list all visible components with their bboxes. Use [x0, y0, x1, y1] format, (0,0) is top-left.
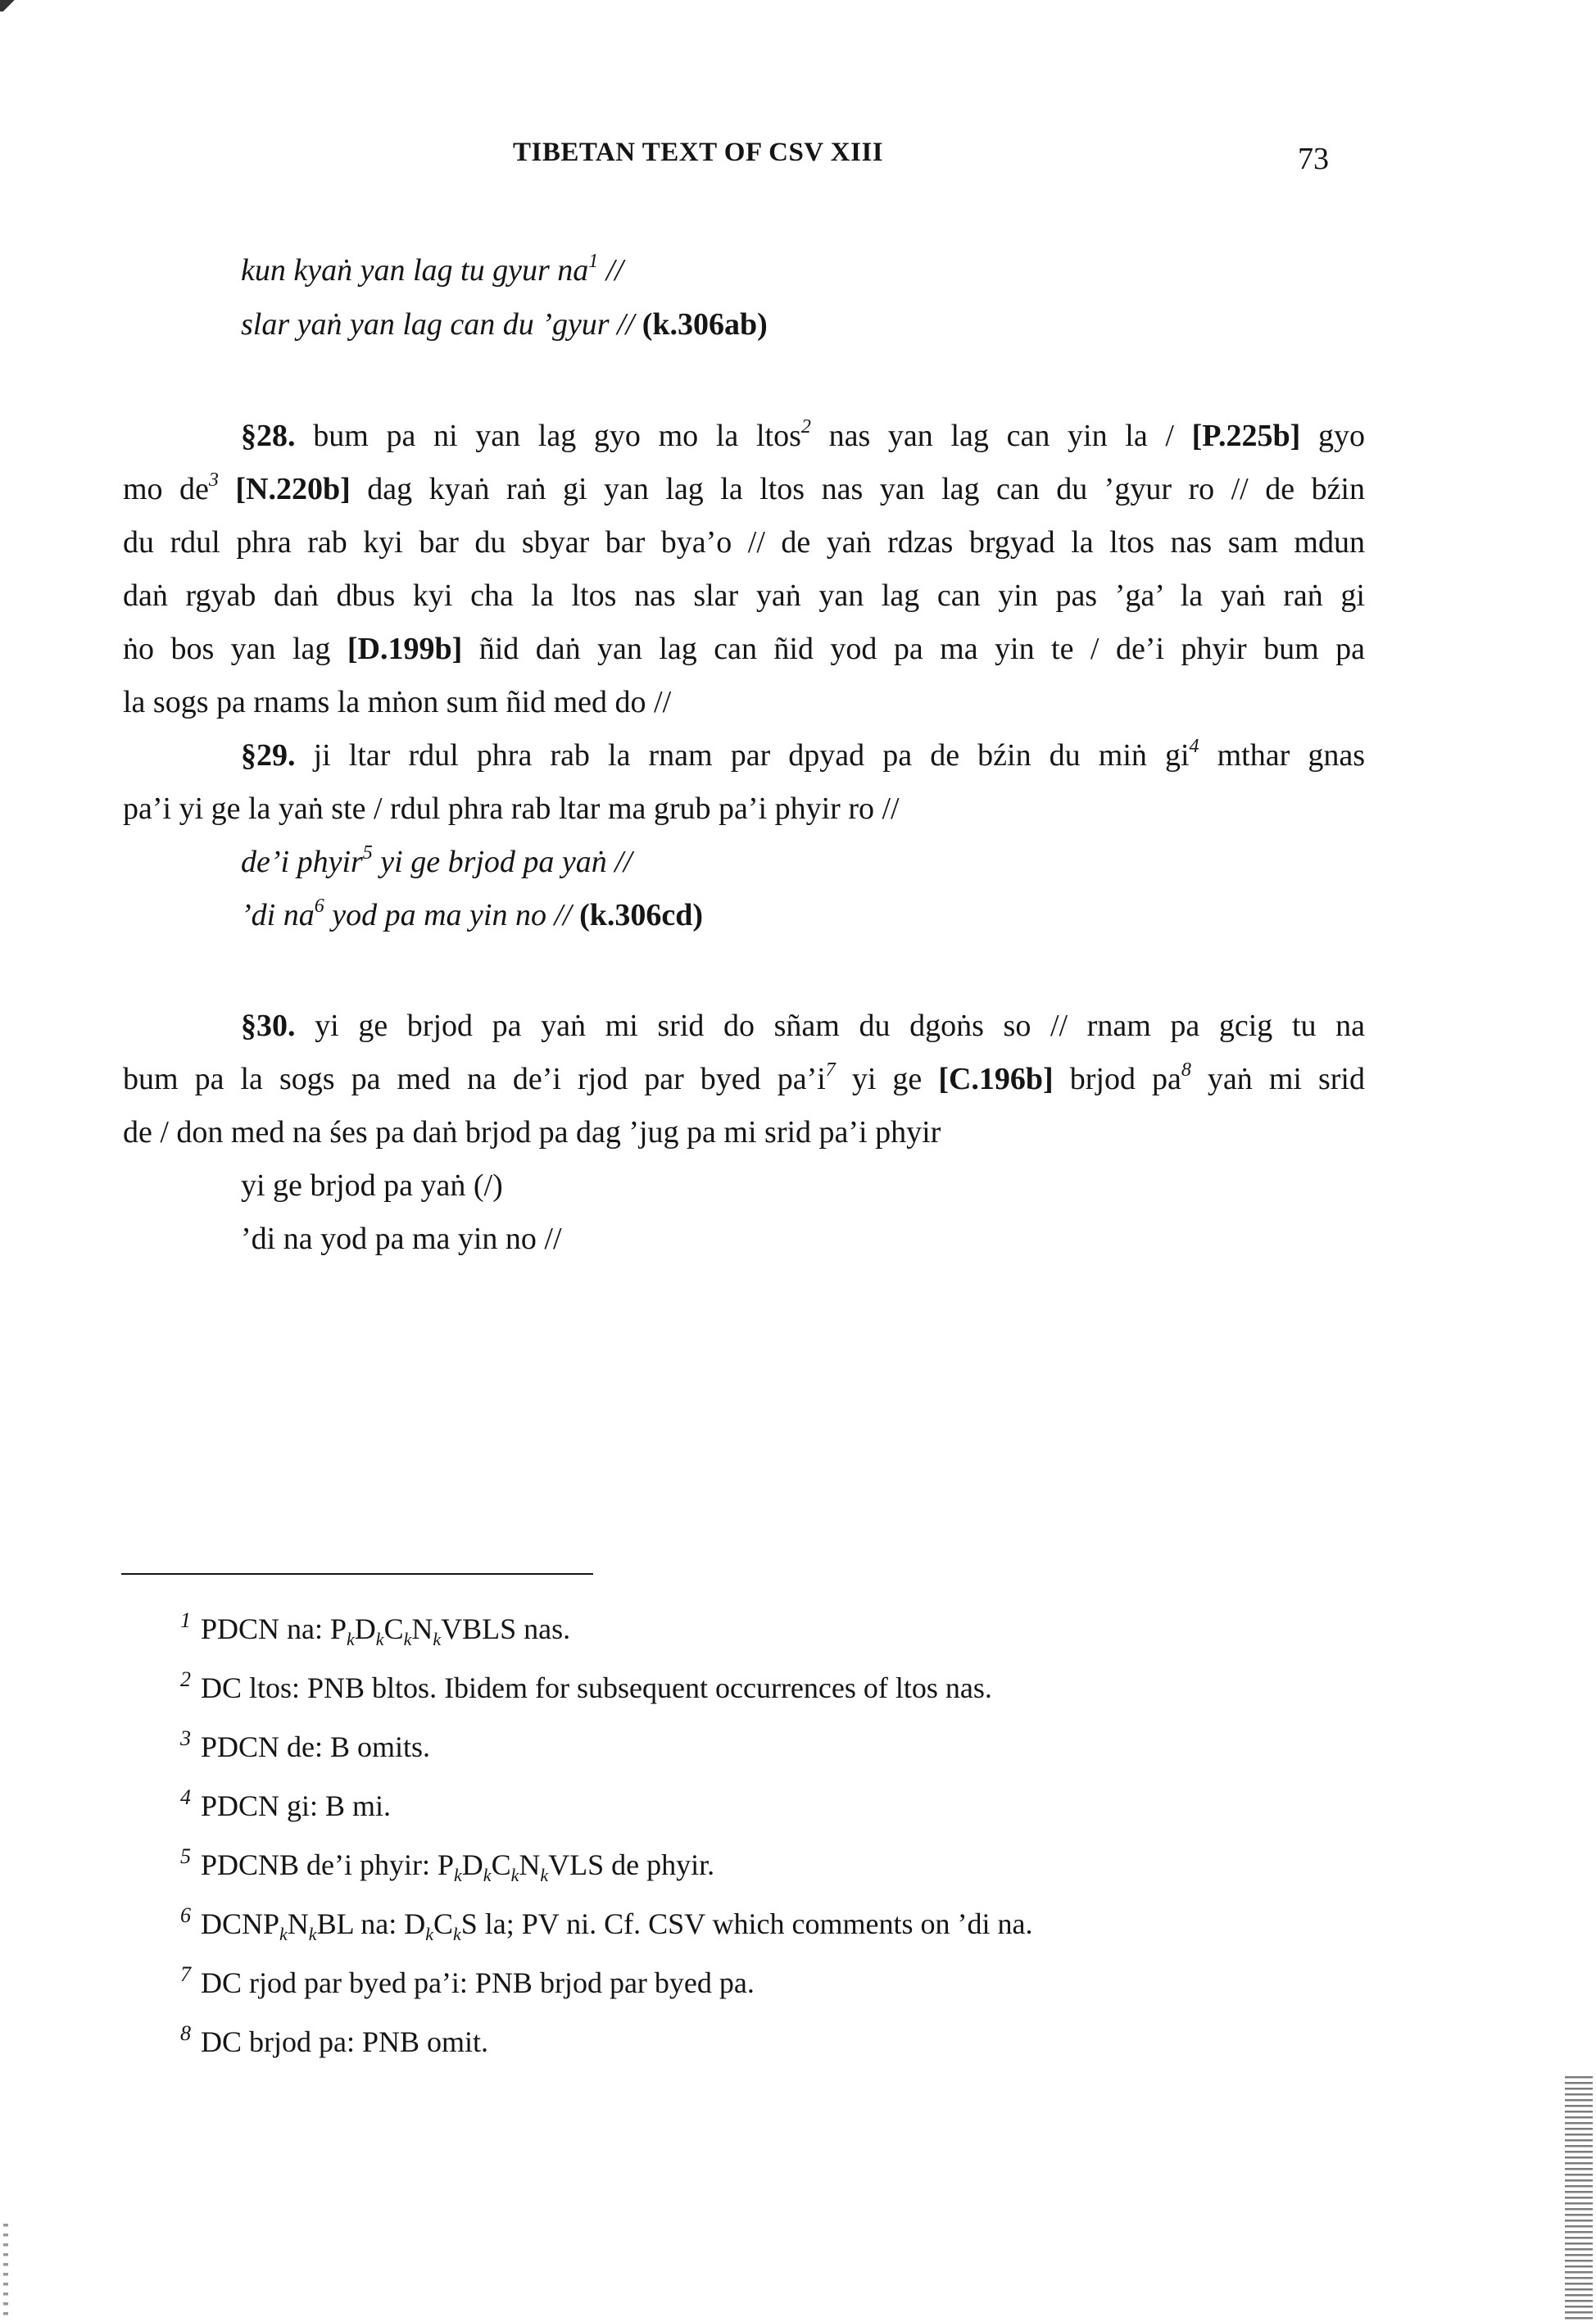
footnote-text: PDCN de: B omits.	[201, 1730, 431, 1763]
text-run: bum pa la sogs pa med na de’i rjod par byed pa’i	[123, 1062, 826, 1096]
quoted-verse-line: yi ge brjod pa yaṅ (/)	[241, 1168, 503, 1203]
verse-text: ’di na	[241, 898, 315, 932]
footnote-text: C	[433, 1907, 453, 1940]
footnote-8	[180, 2021, 489, 2060]
footnote-text: BL na: D	[316, 1907, 426, 1940]
paragraph-line: la sogs pa rnams la mṅon sum ñid med do //	[123, 685, 672, 719]
folio-reference: [N.220b]	[235, 472, 351, 506]
verse-text: slar yaṅ yan lag can du ’gyur //	[241, 307, 642, 342]
verse-text: yod pa ma yin no //	[324, 898, 580, 932]
footnote-text: N	[519, 1848, 541, 1881]
siglum-subscript: k	[454, 1865, 462, 1885]
footnote-text: D	[354, 1612, 376, 1645]
quoted-verse-line: ’di na yod pa ma yin no //	[241, 1222, 562, 1256]
footnote-ref: 4	[1189, 736, 1199, 757]
siglum-subscript: k	[510, 1865, 519, 1885]
footnote-text: PDCN na: P	[201, 1612, 347, 1645]
footnote-text: DC ltos: PNB bltos. Ibidem for subsequent occurrences of ltos nas.	[201, 1671, 992, 1704]
siglum-subscript: k	[425, 1924, 433, 1944]
footnote-text: DC brjod pa: PNB omit.	[201, 2025, 489, 2058]
page-number: 73	[1298, 142, 1329, 176]
verse-text: kun kyaṅ yan lag tu gyur na	[241, 253, 589, 288]
footnote-number: 1	[180, 1608, 191, 1632]
paragraph-line	[123, 469, 1365, 509]
footnote-ref: 6	[314, 896, 324, 917]
footnote-number: 7	[180, 1962, 191, 1986]
footnote-number: 8	[180, 2021, 191, 2045]
footnote-text: DCNP	[201, 1907, 280, 1940]
footnote-number: 3	[180, 1726, 191, 1750]
footnote-3	[180, 1726, 431, 1765]
paragraph-line	[123, 629, 1365, 669]
siglum-subscript: k	[453, 1924, 461, 1944]
text-run: bum pa ni yan lag gyo mo la ltos	[295, 419, 801, 453]
folio-reference: [P.225b]	[1191, 419, 1301, 453]
footnote-number: 4	[180, 1785, 191, 1809]
text-run: dag kyaṅ raṅ gi yan lag la ltos nas yan lag can du ’gyur ro // de bźin	[350, 472, 1365, 506]
footnote-text: D	[461, 1848, 483, 1881]
verse-text: de’i phyir	[241, 845, 363, 879]
footnote-text: N	[287, 1907, 309, 1940]
verse-line	[241, 251, 623, 290]
text-run: yaṅ mi srid	[1190, 1062, 1365, 1096]
footnote-text: VBLS nas.	[441, 1612, 571, 1645]
footnote-text: DC rjod par byed pa’i: PNB brjod par byed pa.	[201, 1966, 755, 1999]
siglum-subscript: k	[483, 1865, 492, 1885]
footnote-rule	[121, 1573, 593, 1575]
footnote-ref: 1	[588, 251, 599, 272]
karika-reference: (k.306cd)	[579, 898, 704, 932]
siglum-subscript: k	[308, 1924, 317, 1944]
paragraph-line	[241, 736, 1365, 775]
verse-line	[241, 305, 768, 344]
scan-artifact-bottom-left	[3, 2224, 8, 2322]
siglum-subscript: k	[540, 1865, 549, 1885]
footnote-ref: 8	[1181, 1059, 1191, 1081]
siglum-subscript: k	[279, 1924, 288, 1944]
running-title: TIBETAN TEXT OF CSV XIII	[513, 138, 884, 167]
footnote-text: N	[411, 1612, 433, 1645]
text-run: mthar gnas	[1199, 738, 1365, 773]
siglum-subscript: k	[433, 1629, 442, 1649]
text-run: ṅo bos yan lag	[123, 632, 347, 666]
paragraph-line: daṅ rgyab daṅ dbus kyi cha la ltos nas slar yaṅ yan lag can yin pas ’ga’ la yaṅ raṅ gi	[123, 578, 1365, 613]
footnote-ref: 2	[800, 416, 811, 438]
section-number: §30.	[241, 1009, 296, 1043]
text-run: yi ge brjod pa yaṅ mi srid do sñam du dgoṅs so // rnam pa gcig tu na	[295, 1009, 1365, 1043]
footnote-7	[180, 1962, 755, 2001]
section-number: §28.	[241, 419, 296, 453]
footnote-2	[180, 1667, 992, 1706]
footnote-text: VLS de phyir.	[548, 1848, 715, 1881]
verse-text: //	[598, 253, 623, 288]
paragraph-line	[123, 1059, 1365, 1099]
footnote-ref: 7	[825, 1059, 836, 1081]
footnote-6	[180, 1903, 1033, 1944]
verse-line	[241, 896, 703, 935]
footnote-text: C	[383, 1612, 404, 1645]
karika-reference: (k.306ab)	[642, 307, 768, 342]
paragraph-line	[241, 1006, 1365, 1045]
text-run: gyo	[1300, 419, 1366, 453]
scan-artifact-top-left	[0, 0, 25, 11]
text-run: yi ge	[835, 1062, 939, 1096]
text-run: ji ltar rdul phra rab la rnam par dpyad pa de bźin du miṅ gi	[295, 738, 1190, 773]
footnote-number: 2	[180, 1667, 191, 1691]
scan-artifact-bottom-right	[1565, 2076, 1593, 2322]
section-number: §29.	[241, 738, 296, 773]
folio-reference: [D.199b]	[347, 632, 463, 666]
text-run: nas yan lag can yin la /	[810, 419, 1192, 453]
footnote-number: 5	[180, 1844, 191, 1868]
siglum-subscript: k	[347, 1629, 355, 1649]
folio-reference: [C.196b]	[938, 1062, 1054, 1096]
paragraph-line: pa’i yi ge la yaṅ ste / rdul phra rab ltar ma grub pa’i phyir ro //	[123, 791, 900, 826]
footnote-1	[180, 1608, 571, 1649]
footnote-text: PDCN gi: B mi.	[201, 1789, 392, 1822]
verse-text: yi ge brjod pa yaṅ //	[372, 845, 633, 879]
footnote-5	[180, 1844, 715, 1885]
footnote-ref: 3	[208, 469, 219, 491]
footnote-text: PDCNB de’i phyir: P	[201, 1848, 455, 1881]
footnote-number: 6	[180, 1903, 191, 1927]
text-run: ñid daṅ yan lag can ñid yod pa ma yin te / de’i phyir bum pa	[462, 632, 1365, 666]
footnote-text: S la; PV ni. Cf. CSV which comments on ’di na.	[460, 1907, 1033, 1940]
footnote-ref: 5	[362, 842, 373, 864]
text-run: brjod pa	[1053, 1062, 1181, 1096]
siglum-subscript: k	[403, 1629, 412, 1649]
text-run: mo de	[123, 472, 209, 506]
paragraph-line	[241, 416, 1365, 456]
footnote-4	[180, 1785, 392, 1824]
siglum-subscript: k	[375, 1629, 384, 1649]
footnote-text: C	[491, 1848, 511, 1881]
paragraph-line: du rdul phra rab kyi bar du sbyar bar bya’o // de yaṅ rdzas brgyad la ltos nas sam mdun	[123, 525, 1365, 560]
paragraph-line: de / don med na śes pa daṅ brjod pa dag ’jug pa mi srid pa’i phyir	[123, 1115, 941, 1150]
verse-line	[241, 842, 632, 882]
